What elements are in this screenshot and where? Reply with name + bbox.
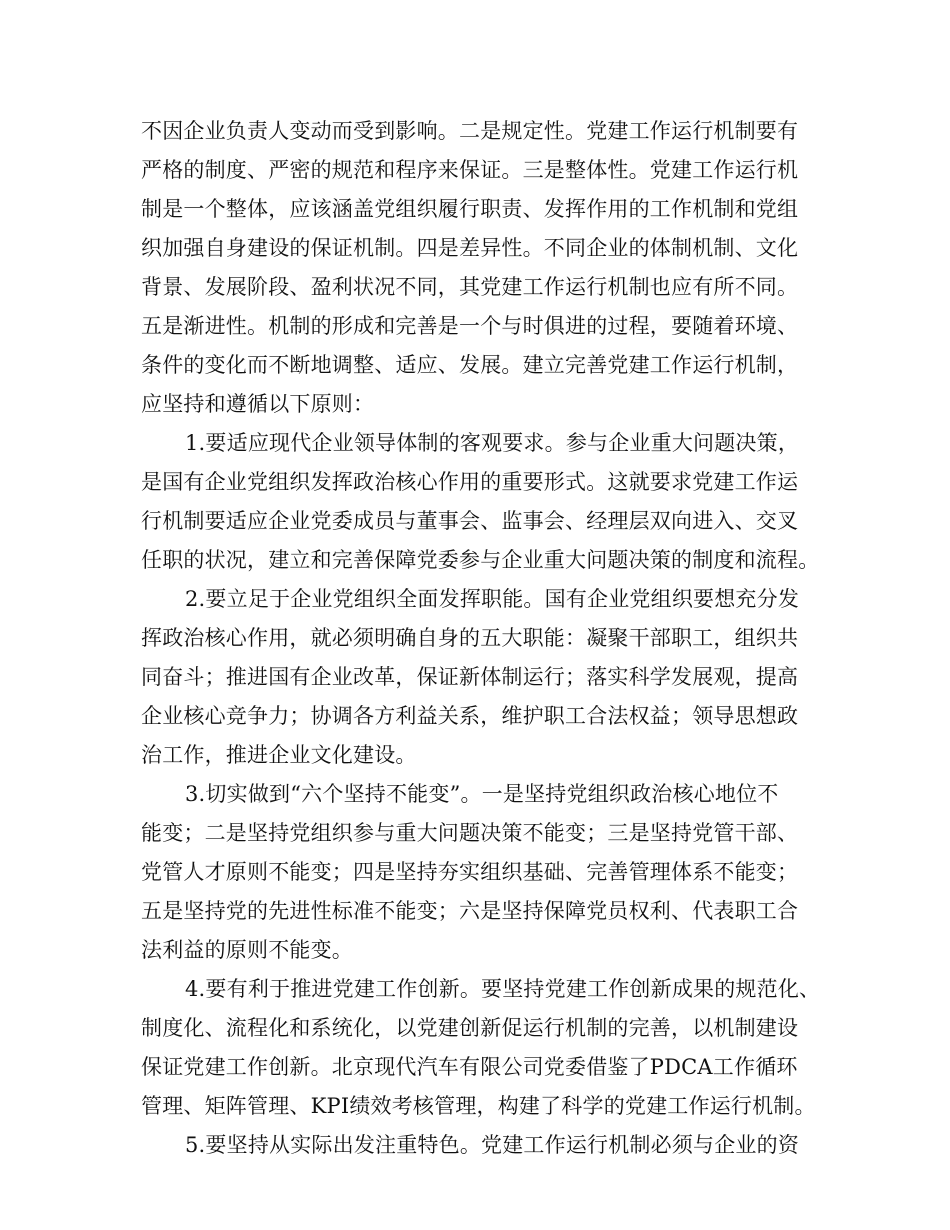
text-line: 同奋斗；推进国有企业改革，保证新体制运行；落实科学发展观，提高 [141,665,799,689]
paragraph-start-line: 1.要适应现代企业领导体制的客观要求。参与企业重大问题决策， [185,431,800,455]
paragraph-start-line: 3.切实做到“六个坚持不能变”。一是坚持党组织政治核心地位不 [185,782,779,806]
text-line: 法利益的原则不能变。 [141,938,353,962]
text-line: 能变；二是坚持党组织参与重大问题决策不能变；三是坚持党管干部、 [141,821,799,845]
text-line: 五是渐进性。机制的形成和完善是一个与时俱进的过程，要随着环境、 [141,314,799,338]
text-line: 挥政治核心作用，就必须明确自身的五大职能：凝聚干部职工，组织共 [141,626,799,650]
text-line: 制是一个整体，应该涵盖党组织履行职责、发挥作用的工作机制和党组 [141,197,799,221]
paragraph-start-line: 5.要坚持从实际出发注重特色。党建工作运行机制必须与企业的资 [185,1133,800,1157]
text-line: 企业核心竞争力；协调各方利益关系，维护职工合法权益；领导思想政 [141,704,799,728]
text-line: 保证党建工作创新。北京现代汽车有限公司党委借鉴了PDCA工作循环 [141,1055,798,1079]
text-line: 条件的变化而不断地调整、适应、发展。建立完善党建工作运行机制， [141,353,799,377]
document-body [141,112,831,1165]
paragraph-start-line: 4.要有利于推进党建工作创新。要坚持党建工作创新成果的规范化、 [185,977,821,1001]
text-line: 应坚持和遵循以下原则： [141,392,375,416]
text-line: 织加强自身建设的保证机制。四是差异性。不同企业的体制机制、文化 [141,236,799,260]
text-line: 严格的制度、严密的规范和程序来保证。三是整体性。党建工作运行机 [141,158,799,182]
paragraph-start-line: 2.要立足于企业党组织全面发挥职能。国有企业党组织要想充分发 [185,587,800,611]
text-line: 治工作，推进企业文化建设。 [141,743,417,767]
text-line: 是国有企业党组织发挥政治核心作用的重要形式。这就要求党建工作运 [141,470,799,494]
text-line: 五是坚持党的先进性标准不能变；六是坚持保障党员权利、代表职工合 [141,899,799,923]
text-line: 管理、矩阵管理、KPI绩效考核管理，构建了科学的党建工作运行机制。 [141,1094,816,1118]
text-line: 任职的状况，建立和完善保障党委参与企业重大问题决策的制度和流程。 [141,548,820,572]
text-line: 背景、发展阶段、盈利状况不同，其党建工作运行机制也应有所不同。 [141,275,799,299]
text-line: 制度化、流程化和系统化，以党建创新促运行机制的完善，以机制建设 [141,1016,799,1040]
text-line: 党管人才原则不能变；四是坚持夯实组织基础、完善管理体系不能变； [141,860,799,884]
text-line: 行机制要适应企业党委成员与董事会、监事会、经理层双向进入、交叉 [141,509,799,533]
text-line: 不因企业负责人变动而受到影响。二是规定性。党建工作运行机制要有 [141,119,799,143]
